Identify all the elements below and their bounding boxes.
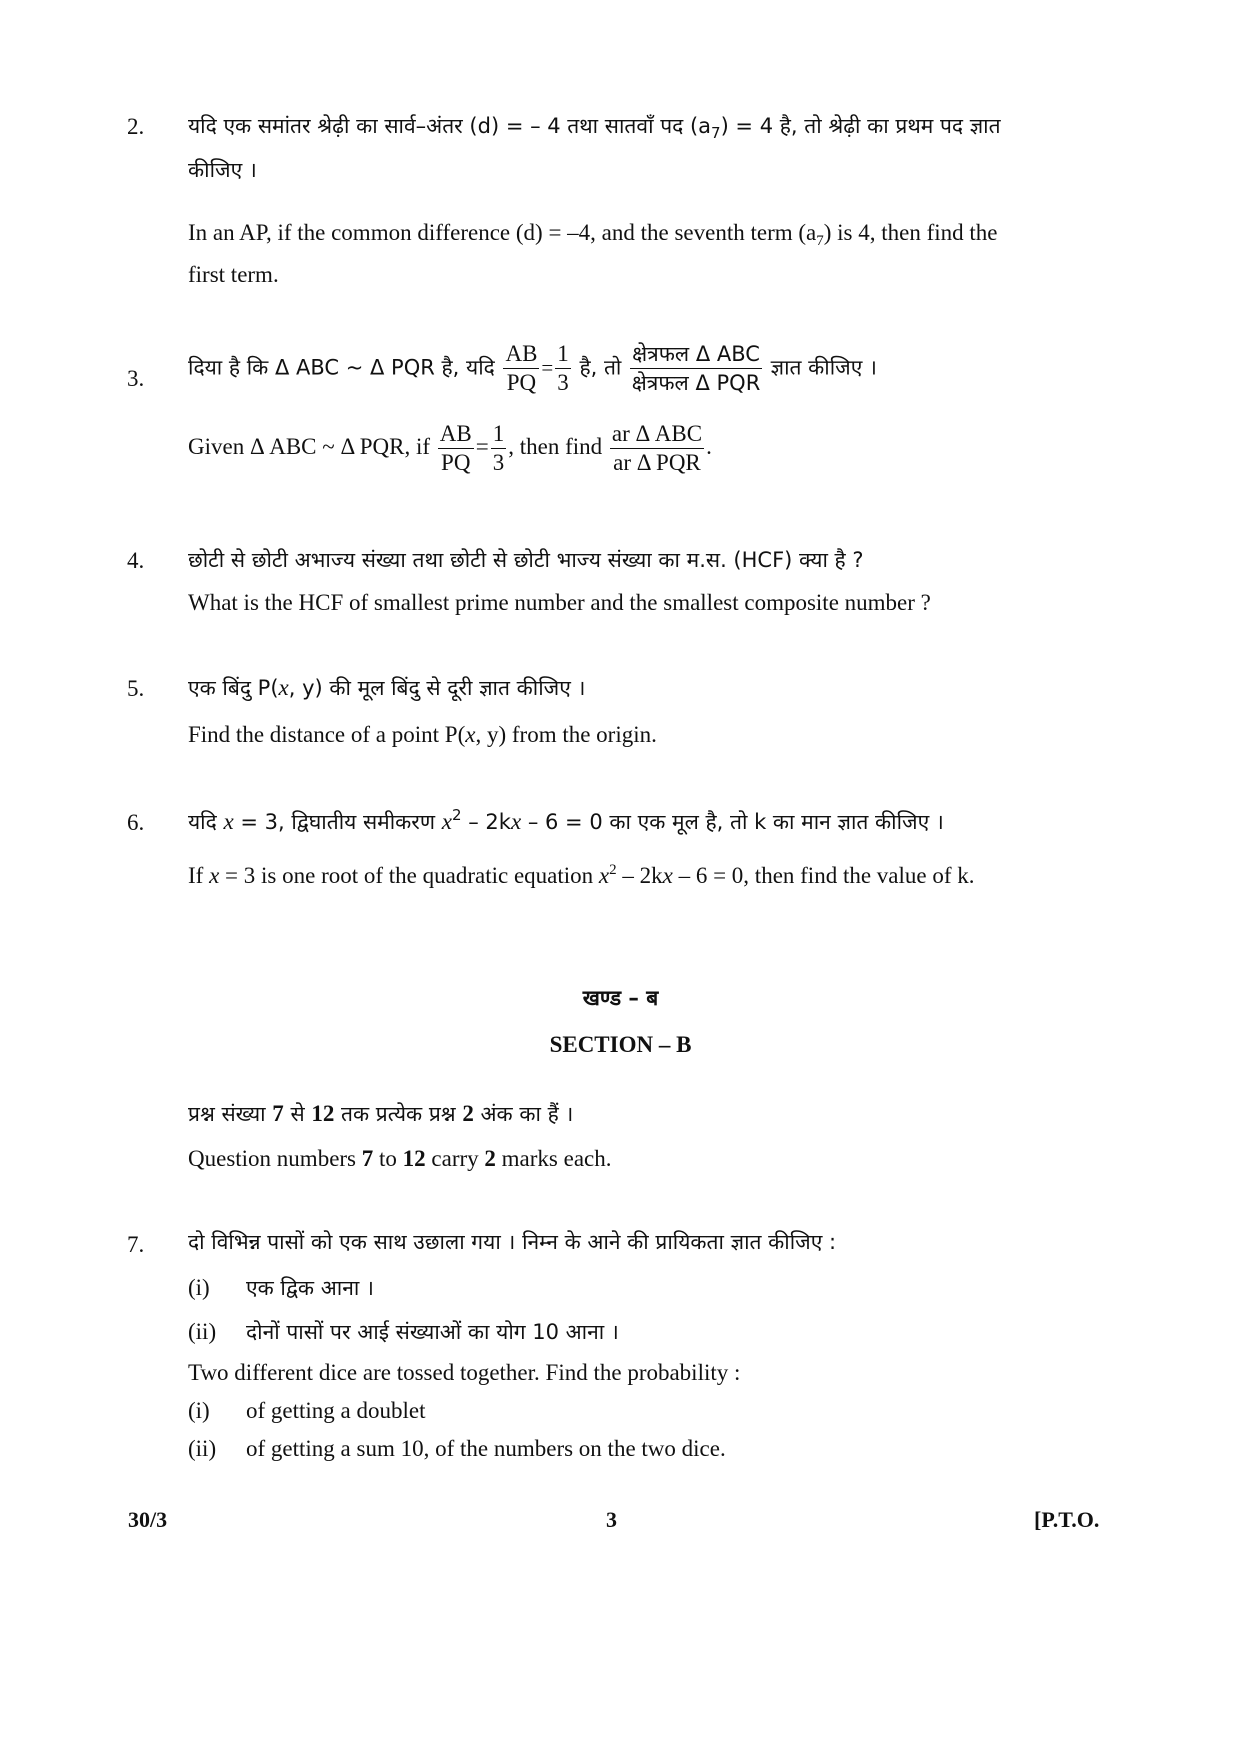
text: = 3, द्विघातीय समीकरण: [240, 810, 436, 834]
numerator: AB: [503, 340, 539, 369]
text: यदि: [188, 810, 217, 834]
numerator: 1: [555, 340, 571, 369]
option-text: of getting a doublet: [246, 1398, 426, 1423]
page-number: 3: [606, 1507, 617, 1532]
question-2-hindi: [188, 112, 1001, 142]
text: Find the distance of a point P(: [188, 722, 466, 747]
question-5-hindi: [188, 674, 585, 702]
question-number: 2.: [127, 114, 145, 139]
text: carry: [431, 1146, 479, 1171]
text: यदि एक समांतर श्रेढ़ी का सार्व–अंतर (d) = – 4 तथा सातवाँ पद (a: [188, 114, 712, 138]
number: 7: [361, 1146, 374, 1171]
question-3-english: [188, 420, 712, 477]
number: 12: [402, 1146, 426, 1171]
section-instructions-hindi: [188, 1100, 573, 1128]
numerator: AB: [438, 420, 474, 449]
text: प्रश्न संख्या: [188, 1102, 266, 1126]
text: ) = 4 है, तो श्रेढ़ी का प्रथम पद ज्ञात: [720, 114, 1001, 138]
superscript: 2: [452, 806, 462, 824]
variable: x: [510, 809, 522, 834]
subscript: 7: [711, 124, 721, 142]
question-7-english-option-ii: [188, 1436, 726, 1462]
number: 12: [311, 1101, 335, 1126]
variable: x: [441, 809, 452, 834]
question-7-hindi-option-ii: [188, 1318, 619, 1346]
denominator: 3: [557, 370, 569, 395]
option-text: एक द्विक आना ।: [246, 1276, 374, 1300]
denominator: PQ: [506, 370, 537, 395]
text: – 2k: [622, 863, 663, 888]
fraction-area-ratio: [610, 420, 704, 477]
fraction-ab-pq: [438, 420, 474, 477]
question-7-english-option-i: [188, 1398, 426, 1424]
option-text: दोनों पासों पर आई संख्याओं का योग 10 आना ।: [246, 1320, 619, 1344]
variable: x: [209, 863, 220, 888]
text: Question numbers: [188, 1146, 357, 1171]
text: to: [379, 1146, 397, 1171]
denominator: क्षेत्रफल Δ PQR: [631, 371, 761, 395]
fraction-area-ratio: [630, 340, 762, 397]
variable: x: [465, 722, 476, 747]
text: , then find: [508, 433, 603, 459]
variable: x: [223, 809, 234, 834]
fraction-ab-pq: [503, 340, 539, 397]
question-4-english: What is the HCF of smallest prime number and the smallest composite number ?: [188, 590, 931, 615]
denominator: PQ: [441, 450, 471, 475]
question-6-english: [188, 862, 975, 889]
option-label: (i): [188, 1398, 210, 1423]
option-label: (ii): [188, 1319, 217, 1344]
section-title-english: SECTION – B: [549, 1032, 692, 1057]
question-7-hindi: दो विभिन्न पासों को एक साथ उछाला गया । निम्न के आने की प्रायिकता ज्ञात कीजिए :: [188, 1230, 837, 1254]
question-6-hindi: [188, 806, 944, 836]
subscript: 7: [816, 233, 824, 249]
number: 2: [484, 1146, 496, 1171]
text: अंक का हैं ।: [480, 1102, 574, 1126]
equals: =: [541, 355, 554, 380]
question-2-hindi-cont: कीजिए ।: [188, 158, 257, 182]
question-2-english: [188, 220, 998, 250]
denominator: 3: [492, 450, 505, 475]
section-title-hindi: खण्ड – ब: [582, 986, 659, 1010]
option-label: (ii): [188, 1436, 217, 1461]
fraction-one-third: [555, 340, 571, 397]
text: – 6 = 0 का एक मूल है, तो k का मान ज्ञात कीजिए ।: [527, 810, 944, 834]
question-3-hindi: [188, 340, 877, 397]
number: 7: [272, 1101, 284, 1126]
numerator: क्षेत्रफल Δ ABC: [630, 340, 762, 369]
text: है, तो: [579, 355, 622, 380]
text: = 3 is one root of the quadratic equation: [225, 863, 594, 888]
section-instructions-english: [188, 1146, 612, 1172]
option-text: of getting a sum 10, of the numbers on the two dice.: [246, 1436, 726, 1461]
numerator: ar Δ ABC: [610, 420, 704, 449]
question-4-hindi: छोटी से छोटी अभाज्य संख्या तथा छोटी से छोटी भाज्य संख्या का म.स. (HCF) क्या है ?: [188, 548, 864, 572]
text: , y) from the origin.: [475, 722, 657, 747]
text: ) is 4, then find the: [823, 220, 998, 245]
text: If: [188, 863, 204, 888]
paper-code: 30/3: [128, 1507, 168, 1532]
numerator: 1: [491, 420, 507, 449]
question-7-english: Two different dice are tossed together. Find the probability :: [188, 1360, 741, 1385]
text: In an AP, if the common difference (d) = –4, and the seventh term (a: [188, 220, 817, 245]
pto-label: [P.T.O.: [1034, 1507, 1100, 1532]
superscript: 2: [609, 862, 617, 878]
text: Given Δ ABC ~ Δ PQR, if: [188, 433, 431, 459]
text: ज्ञात कीजिए ।: [770, 355, 878, 380]
text: – 6 = 0, then find the value of k.: [678, 863, 975, 888]
question-7-hindi-option-i: [188, 1274, 374, 1302]
text: marks each.: [501, 1146, 612, 1171]
question-number: 3.: [127, 366, 145, 391]
option-label: (i): [188, 1275, 210, 1300]
variable: x: [278, 675, 289, 700]
variable: x: [598, 863, 610, 888]
question-number: 7.: [127, 1232, 145, 1257]
denominator: ar Δ PQR: [613, 450, 701, 475]
text: से: [290, 1102, 305, 1126]
number: 2: [462, 1101, 474, 1126]
question-number: 4.: [127, 548, 145, 573]
text: तक प्रत्येक प्रश्न: [341, 1102, 456, 1126]
question-2-english-cont: first term.: [188, 262, 279, 287]
fraction-one-third: [491, 420, 507, 477]
question-number: 5.: [127, 676, 145, 701]
text: , y) की मूल बिंदु से दूरी ज्ञात कीजिए ।: [288, 676, 586, 700]
variable: x: [662, 863, 673, 888]
text: – 2k: [468, 810, 511, 834]
text: .: [706, 433, 712, 459]
text: एक बिंदु P(: [188, 676, 279, 700]
question-5-english: [188, 722, 657, 748]
question-number: 6.: [127, 810, 145, 835]
equals: =: [475, 433, 489, 459]
text: दिया है कि Δ ABC ~ Δ PQR है, यदि: [188, 355, 495, 380]
